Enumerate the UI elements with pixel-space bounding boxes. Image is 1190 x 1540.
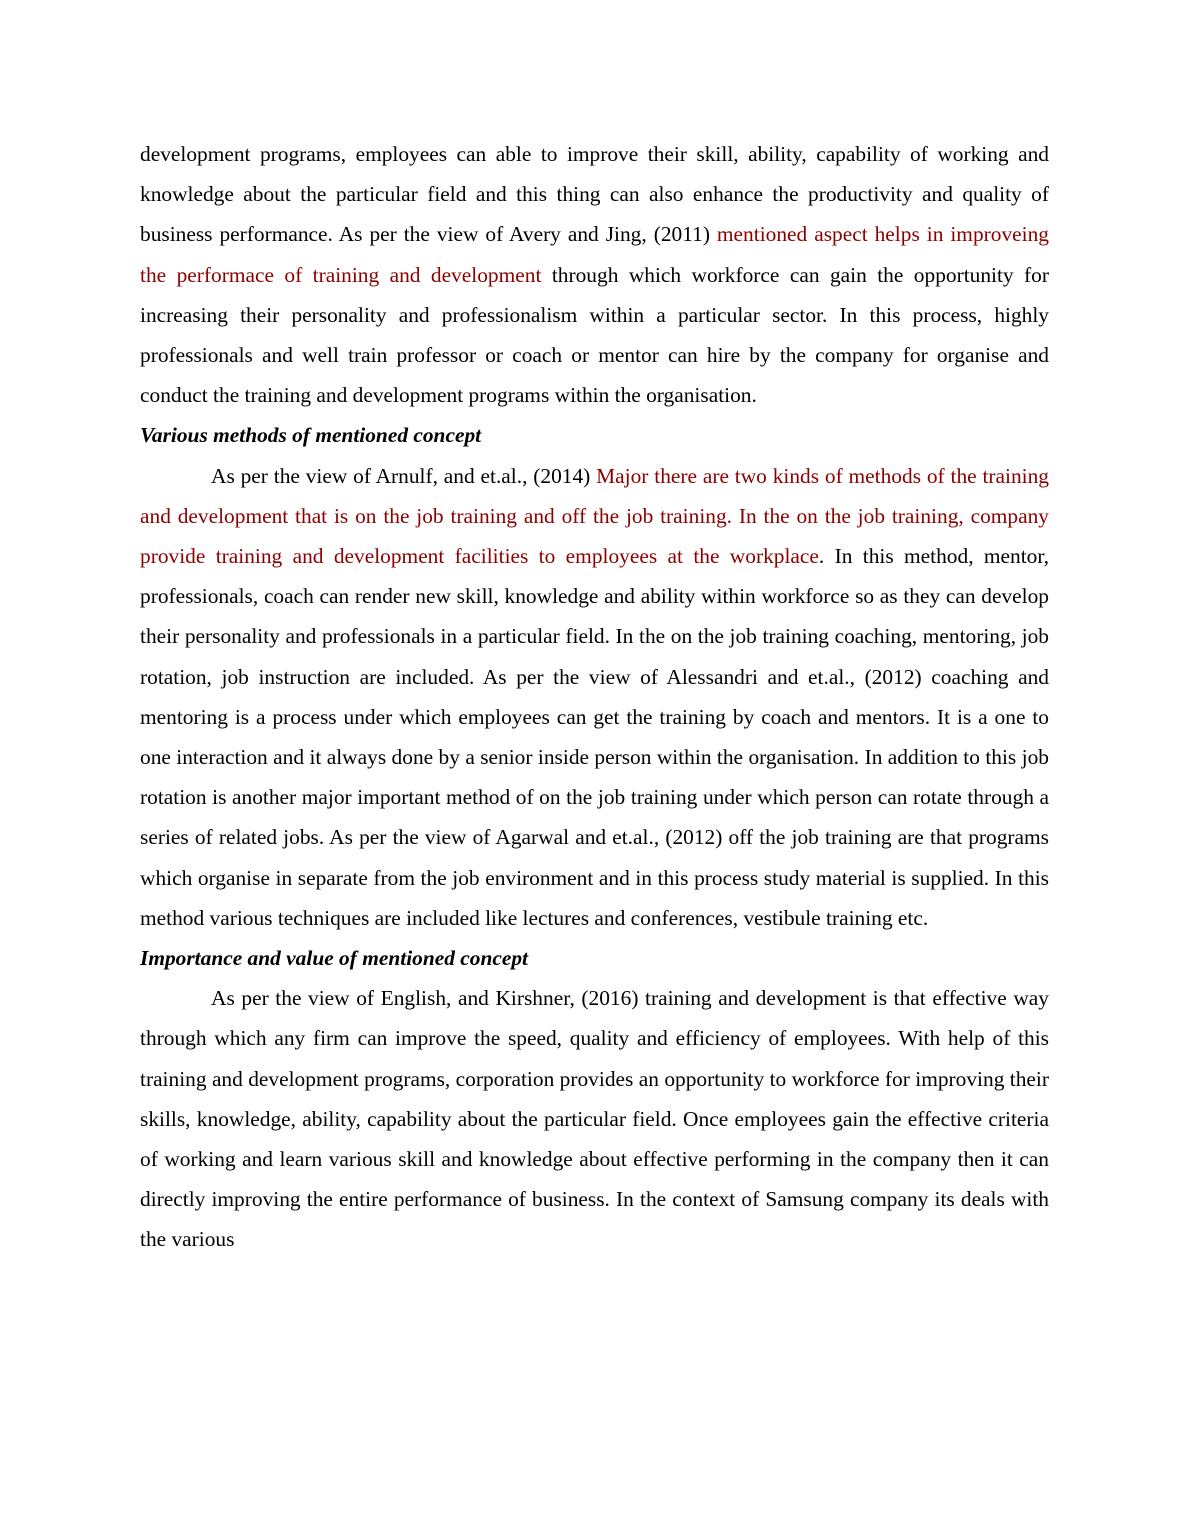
paragraph-text: through which workforce can gain the opportunity for increasing their personality and professionalism within a particular sector. In this process, highly professionals and well train professor or coach or mentor can hire by the company for organise and conduct the training and development programs within the organisation. <box>140 262 1049 408</box>
paragraph-text: As per the view of Arnulf, and et.al., (2014) <box>211 463 597 488</box>
paragraph-text: . In this method, mentor, professionals, coach can render new skill, knowledge and ability within workforce so as they can develop their personality and professionals in a particular field. In the on the job training coaching, mentoring, job rotation, job instruction are included. As per the view of Alessandri and et.al., (2012) coaching and mentoring is a process under which employees can get the training by coach and mentors. It is a one to one interaction and it always done by a senior inside person within the organisation. In addition to this job rotation is another major important method of on the job training under which person can rotate through a series of related jobs. As per the view of Agarwal and et.al., (2012) off the job training are that programs which organise in separate from the job environment and in this process study material is supplied. In this method various techniques are included like lectures and conferences, vestibule training etc. <box>140 544 1049 930</box>
paragraph-methods <box>140 456 1049 938</box>
section-heading-methods: Various methods of mentioned concept <box>140 423 482 448</box>
paragraph-training-benefits <box>140 134 1049 415</box>
paragraph-text: As per the view of English, and Kirshner, (2016) training and development is that effective way through which any firm can improve the speed, quality and efficiency of employees. With help of this training and development programs, corporation provides an opportunity to workforce for improving their skills, knowledge, ability, capability about the particular field. Once employees gain the effective criteria of working and learn various skill and knowledge about effective performing in the company then it can directly improving the entire performance of business. In the context of Samsung company its deals with the various <box>140 986 1049 1252</box>
paragraph-importance <box>140 978 1049 1259</box>
document-page <box>140 134 1049 1260</box>
highlighted-text: mentioned aspect helps in improveing the performace of training and development <box>140 222 1049 287</box>
section-heading-importance: Importance and value of mentioned concept <box>140 946 528 971</box>
highlighted-text: Major there are two kinds of methods of the training and development that is on the job training and off the job training. In the on the job training, company provide training and development facilities to employees at the workplace <box>140 463 1049 569</box>
paragraph-text: development programs, employees can able to improve their skill, ability, capability of working and knowledge about the particular field and this thing can also enhance the productivity and quality of business performance. As per the view of Avery and Jing, (2011) <box>140 142 1049 247</box>
